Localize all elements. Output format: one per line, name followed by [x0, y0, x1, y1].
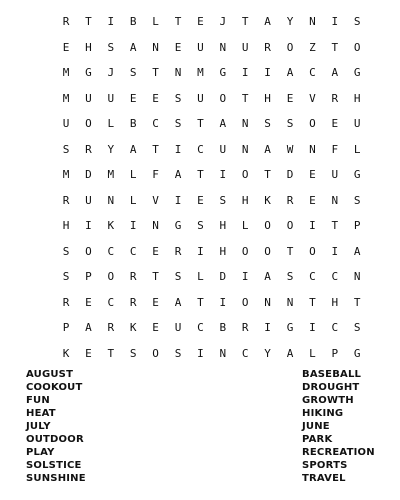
word-list-item: SOLSTICE [26, 460, 82, 471]
grid-letter[interactable]: P [62, 321, 70, 334]
grid-letter[interactable]: R [174, 244, 182, 258]
grid-letter[interactable]: O [286, 219, 294, 232]
grid-letter[interactable]: R [107, 321, 115, 334]
grid-letter[interactable]: H [219, 244, 227, 258]
word-list-item: FUN [26, 395, 50, 406]
grid-letter[interactable]: I [309, 321, 316, 334]
grid-letter[interactable]: E [152, 91, 159, 105]
grid-letter[interactable]: G [353, 346, 361, 360]
grid-letter[interactable]: M [62, 91, 70, 105]
grid-letter[interactable]: U [174, 321, 182, 334]
grid-letter[interactable]: C [197, 321, 204, 334]
grid-letter[interactable]: I [264, 321, 271, 334]
grid-letter[interactable]: P [331, 346, 339, 360]
grid-letter[interactable]: A [219, 117, 227, 130]
word-list-item: OUTDOOR [26, 434, 84, 445]
grid-letter[interactable]: F [152, 168, 159, 181]
grid-letter[interactable]: Y [107, 142, 115, 156]
grid-letter[interactable]: M [62, 168, 70, 181]
grid-letter[interactable]: R [331, 91, 339, 105]
grid-letter[interactable]: K [264, 193, 271, 207]
grid-letter[interactable]: D [219, 270, 227, 283]
grid-letter[interactable]: G [286, 321, 294, 334]
grid-letter[interactable]: N [107, 193, 115, 207]
grid-letter[interactable]: E [85, 346, 92, 360]
grid-letter[interactable]: V [152, 193, 159, 207]
grid-letter[interactable]: K [62, 346, 70, 360]
word-list-item: BASEBALL [302, 369, 362, 380]
grid-letter[interactable]: A [85, 321, 92, 334]
word-list-item: PARK [302, 434, 333, 445]
grid-letter[interactable]: U [62, 117, 70, 130]
grid-letter[interactable]: Y [286, 15, 294, 28]
word-list-item: RECREATION [302, 447, 375, 458]
grid-letter[interactable]: T [197, 295, 204, 309]
grid-letter[interactable]: Z [309, 40, 316, 54]
grid-letter[interactable]: T [331, 40, 339, 54]
grid-letter[interactable]: S [197, 219, 204, 232]
word-list-item: COOKOUT [26, 382, 83, 393]
grid-letter[interactable]: U [353, 117, 361, 130]
grid-letter[interactable]: O [241, 244, 249, 258]
grid-letter[interactable]: A [353, 244, 361, 258]
grid-letter[interactable]: O [353, 40, 361, 54]
grid-letter[interactable]: N [241, 117, 249, 130]
grid-letter[interactable]: A [286, 346, 294, 360]
grid-letter[interactable]: O [264, 244, 271, 258]
grid-letter[interactable]: S [286, 270, 294, 283]
grid-letter[interactable]: N [286, 295, 294, 309]
grid-letter[interactable]: U [241, 40, 249, 54]
grid-letter[interactable]: E [174, 40, 182, 54]
word-list-item: HEAT [26, 408, 56, 419]
grid-letter[interactable]: A [129, 40, 137, 54]
grid-letter[interactable]: D [85, 168, 92, 181]
grid-letter[interactable]: C [309, 270, 316, 283]
grid-letter[interactable]: R [129, 270, 137, 283]
grid-letter[interactable]: I [197, 346, 204, 360]
grid-letter[interactable]: S [62, 244, 70, 258]
grid-letter[interactable]: V [309, 91, 316, 105]
grid-letter[interactable]: N [309, 142, 316, 156]
grid-letter[interactable]: E [152, 244, 159, 258]
grid-letter[interactable]: L [129, 193, 137, 207]
grid-letter[interactable]: B [129, 15, 137, 28]
grid-letter[interactable]: E [152, 321, 159, 334]
grid-letter[interactable]: M [107, 168, 115, 181]
grid-letter[interactable]: I [174, 142, 182, 156]
grid-letter[interactable]: H [62, 219, 70, 232]
grid-letter[interactable]: C [107, 295, 115, 309]
grid-letter[interactable]: C [197, 142, 204, 156]
word-list-item: SPORTS [302, 460, 348, 471]
grid-letter[interactable]: T [309, 295, 316, 309]
grid-letter[interactable]: N [219, 346, 227, 360]
grid-letter[interactable]: L [107, 117, 115, 130]
grid-letter[interactable]: H [353, 91, 361, 105]
grid-letter[interactable]: A [286, 66, 294, 79]
grid-letter[interactable]: S [353, 321, 361, 334]
grid-letter[interactable]: T [264, 168, 271, 181]
grid-letter[interactable]: E [152, 295, 159, 309]
grid-letter[interactable]: C [152, 117, 159, 130]
grid-letter[interactable]: A [264, 142, 271, 156]
grid-letter[interactable]: B [219, 321, 227, 334]
grid-letter[interactable]: I [331, 244, 339, 258]
grid-letter[interactable]: T [197, 168, 204, 181]
grid-letter[interactable]: T [152, 142, 159, 156]
grid-letter[interactable]: I [197, 244, 204, 258]
grid-letter[interactable]: A [264, 270, 271, 283]
grid-letter[interactable]: N [219, 40, 227, 54]
grid-letter[interactable]: T [174, 15, 182, 28]
grid-letter[interactable]: I [309, 219, 316, 232]
grid-letter[interactable]: T [353, 295, 361, 309]
grid-letter[interactable]: G [174, 219, 182, 232]
grid-letter[interactable]: R [129, 295, 137, 309]
grid-letter[interactable]: N [174, 66, 182, 79]
grid-letter[interactable]: K [129, 321, 137, 334]
word-list-left [26, 368, 86, 485]
grid-letter[interactable]: T [286, 244, 294, 258]
grid-letter[interactable]: S [174, 117, 182, 130]
word-list-item: JUNE [302, 421, 330, 432]
grid-letter[interactable]: S [62, 142, 70, 156]
grid-letter[interactable]: F [331, 142, 339, 156]
word-list-item: AUGUST [26, 369, 74, 380]
grid-letter[interactable]: G [353, 66, 361, 79]
grid-letter[interactable]: I [219, 168, 227, 181]
grid-letter[interactable]: E [197, 15, 204, 28]
grid-letter[interactable]: N [152, 40, 159, 54]
grid-letter[interactable]: A [129, 142, 137, 156]
grid-letter[interactable]: Y [264, 346, 271, 360]
grid-letter[interactable]: E [129, 91, 137, 105]
grid-letter[interactable]: O [309, 117, 316, 130]
grid-letter[interactable]: R [286, 193, 294, 207]
grid-letter[interactable]: T [331, 219, 339, 232]
grid-letter[interactable]: L [129, 168, 137, 181]
grid-letter[interactable]: J [107, 66, 115, 79]
grid-letter[interactable]: G [353, 168, 361, 181]
grid-letter[interactable]: M [197, 66, 204, 79]
grid-letter[interactable]: O [85, 244, 92, 258]
grid-letter[interactable]: I [241, 66, 249, 79]
grid-letter[interactable]: S [129, 346, 137, 360]
grid-letter[interactable]: U [197, 91, 204, 105]
grid-letter[interactable]: N [331, 193, 339, 207]
grid-letter[interactable]: H [264, 91, 271, 105]
word-list-item: JULY [26, 421, 51, 432]
grid-letter[interactable]: U [107, 91, 115, 105]
word-list-item: PLAY [26, 447, 55, 458]
grid-letter[interactable]: O [309, 244, 316, 258]
grid-letter[interactable]: H [85, 40, 92, 54]
grid-letter[interactable]: C [309, 66, 316, 79]
grid-letter[interactable]: U [197, 40, 204, 54]
grid-letter[interactable]: C [241, 346, 249, 360]
grid-letter[interactable]: L [241, 219, 249, 232]
grid-letter[interactable]: H [331, 295, 339, 309]
grid-letter[interactable]: R [264, 40, 271, 54]
grid-letter[interactable]: S [174, 346, 182, 360]
word-list-item: SUNSHINE [26, 473, 86, 484]
grid-letter[interactable]: T [152, 270, 159, 283]
grid-letter[interactable]: A [331, 66, 339, 79]
grid-letter[interactable]: N [241, 142, 249, 156]
grid-letter[interactable]: E [309, 168, 316, 181]
grid-letter[interactable]: A [264, 15, 271, 28]
grid-letter[interactable]: S [62, 270, 70, 283]
grid-letter[interactable]: S [353, 15, 361, 28]
grid-letter[interactable]: I [174, 193, 182, 207]
grid-letter[interactable]: U [85, 193, 92, 207]
grid-letter[interactable]: D [286, 168, 294, 181]
grid-letter[interactable]: B [129, 117, 137, 130]
grid-letter[interactable]: P [353, 219, 361, 232]
grid-letter[interactable]: W [286, 142, 294, 156]
word-list-item: HIKING [302, 408, 344, 419]
grid-letter[interactable]: T [152, 66, 159, 79]
grid-letter[interactable]: E [309, 193, 316, 207]
grid-letter[interactable]: T [197, 117, 204, 130]
grid-letter[interactable]: R [241, 321, 249, 334]
grid-letter[interactable]: K [107, 219, 115, 232]
grid-letter[interactable]: E [85, 295, 92, 309]
grid-letter[interactable]: N [152, 219, 159, 232]
grid-letter[interactable]: N [353, 270, 361, 283]
grid-letter[interactable]: T [107, 346, 115, 360]
grid-letter[interactable]: N [264, 295, 271, 309]
grid-letter[interactable]: I [219, 295, 227, 309]
grid-letter[interactable]: S [264, 117, 271, 130]
grid-letter[interactable]: L [353, 142, 361, 156]
grid-letter[interactable]: I [241, 270, 249, 283]
grid-letter[interactable]: S [174, 270, 182, 283]
grid-letter[interactable]: H [219, 219, 227, 232]
grid-letter[interactable]: S [129, 66, 137, 79]
grid-letter[interactable]: J [219, 15, 227, 28]
grid-letter[interactable]: T [241, 91, 249, 105]
grid-letter[interactable]: O [241, 295, 249, 309]
grid-letter[interactable]: E [331, 117, 339, 130]
grid-letter[interactable]: O [241, 168, 249, 181]
grid-letter[interactable]: H [241, 193, 249, 207]
grid-letter[interactable]: O [264, 219, 271, 232]
grid-letter[interactable]: S [107, 40, 115, 54]
grid-letter[interactable]: L [197, 270, 204, 283]
grid-letter[interactable]: E [286, 91, 294, 105]
grid-letter[interactable]: I [129, 219, 137, 232]
grid-letter[interactable]: C [107, 244, 115, 258]
grid-letter[interactable]: S [353, 193, 361, 207]
grid-letter[interactable]: G [85, 66, 92, 79]
grid-letter[interactable]: M [62, 66, 70, 79]
grid-letter[interactable]: I [331, 15, 339, 28]
grid-letter[interactable]: S [174, 91, 182, 105]
grid-letter[interactable]: C [331, 321, 339, 334]
grid-letter[interactable]: I [264, 66, 271, 79]
grid-letter[interactable]: E [197, 193, 204, 207]
grid-letter[interactable]: R [62, 295, 70, 309]
grid-letter[interactable]: C [331, 270, 339, 283]
grid-letter[interactable]: I [107, 15, 115, 28]
grid-letter[interactable]: L [152, 15, 159, 28]
grid-letter[interactable]: O [85, 117, 92, 130]
grid-letter[interactable]: T [241, 15, 249, 28]
grid-letter[interactable]: T [85, 15, 92, 28]
grid-letter[interactable]: R [62, 15, 70, 28]
grid-letter[interactable]: U [331, 168, 339, 181]
grid-letter[interactable]: O [286, 40, 294, 54]
word-list-right [302, 368, 375, 485]
grid-letter[interactable]: A [174, 168, 182, 181]
word-list-item: GROWTH [302, 395, 354, 406]
grid-letter[interactable]: O [219, 91, 227, 105]
grid-letter[interactable]: U [85, 91, 92, 105]
grid-letter[interactable]: C [129, 244, 137, 258]
grid-letter[interactable]: S [219, 193, 227, 207]
grid-letter[interactable]: U [219, 142, 227, 156]
grid-letter[interactable]: I [85, 219, 92, 232]
word-list-item: DROUGHT [302, 382, 360, 393]
grid-letter[interactable]: P [85, 270, 92, 283]
grid-letter[interactable]: L [309, 346, 316, 360]
grid-letter[interactable]: O [107, 270, 115, 283]
grid-letter[interactable]: G [219, 66, 227, 79]
grid-letter[interactable]: E [62, 40, 70, 54]
grid-letter[interactable]: A [174, 295, 182, 309]
grid-letter[interactable]: S [286, 117, 294, 130]
grid-letter[interactable]: R [85, 142, 92, 156]
word-list-item: TRAVEL [302, 473, 346, 484]
grid-letter[interactable]: R [62, 193, 70, 207]
grid-letter[interactable]: O [152, 346, 159, 360]
grid-letter[interactable]: N [309, 15, 316, 28]
